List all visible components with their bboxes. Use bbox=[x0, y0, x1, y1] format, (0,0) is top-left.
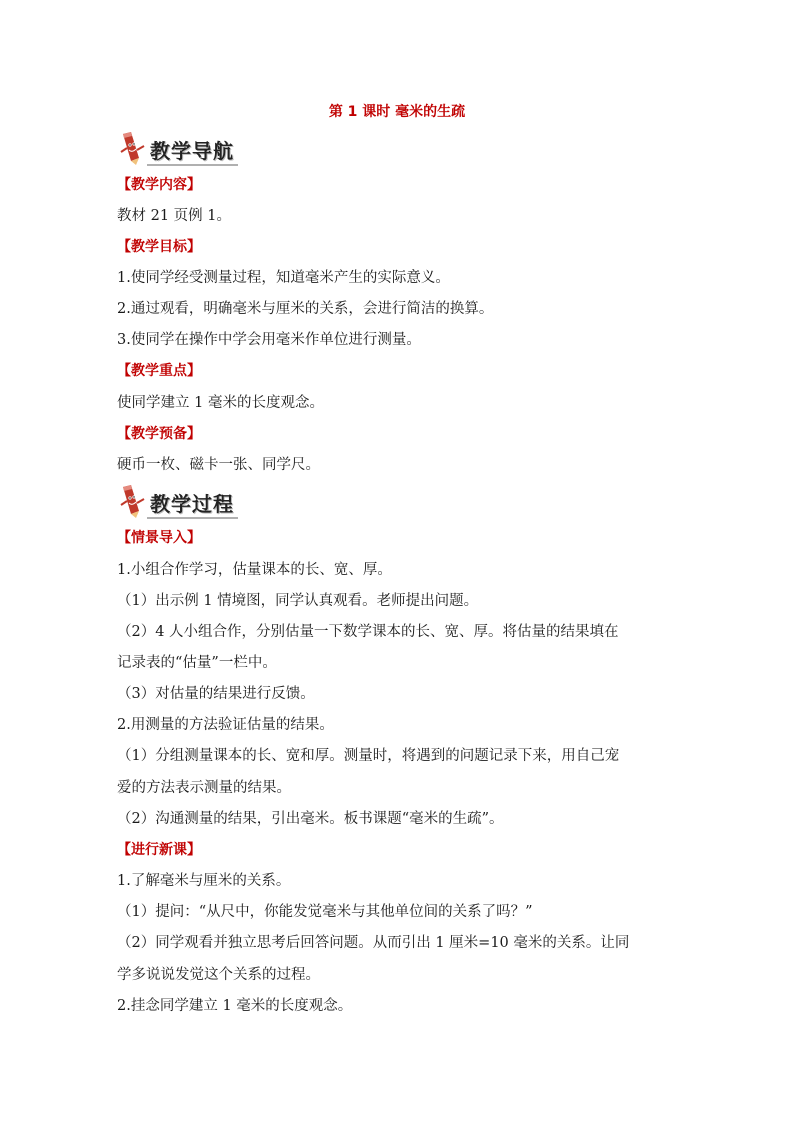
text-line: 1.使同学经受测量过程，知道毫米产生的实际意义。 bbox=[117, 270, 450, 286]
text-line: 硬币一枚、磁卡一张、同学尺。 bbox=[117, 457, 320, 473]
text-line: 学多说说发觉这个关系的过程。 bbox=[117, 967, 320, 983]
label-intro: 【情景导入】 bbox=[117, 530, 201, 546]
text-line: 3.使同学在操作中学会用毫米作单位进行测量。 bbox=[117, 332, 421, 348]
label-content: 【教学内容】 bbox=[117, 177, 201, 193]
text-line: （1）提问：“从尺中，你能发觉毫米与其他单位间的关系了吗？” bbox=[117, 904, 533, 920]
label-prep: 【教学预备】 bbox=[117, 426, 201, 442]
text-line: 2.用测量的方法验证估量的结果。 bbox=[117, 717, 334, 733]
text-line: 2.通过观看，明确毫米与厘米的关系，会进行简洁的换算。 bbox=[117, 301, 494, 317]
text-line: 使同学建立 1 毫米的长度观念。 bbox=[117, 395, 324, 411]
section-nav-heading bbox=[117, 130, 234, 166]
label-key: 【教学重点】 bbox=[117, 363, 201, 379]
text-line: （1）分组测量课本的长、宽和厚。测量时，将遇到的问题记录下来，用自己宠 bbox=[117, 748, 620, 764]
text-line: （1）出示例 1 情境图，同学认真观看。老师提出问题。 bbox=[117, 593, 479, 609]
text-line: 1.了解毫米与厘米的关系。 bbox=[117, 873, 291, 889]
page-title: 第 1 课时 毫米的生疏 bbox=[328, 104, 466, 120]
text-line: 爱的方法表示测量的结果。 bbox=[117, 780, 291, 796]
pencil-icon bbox=[117, 483, 147, 519]
pencil-icon bbox=[117, 130, 147, 166]
text-line: 记录表的“估量”一栏中。 bbox=[117, 655, 277, 671]
text-line: （2）同学观看并独立思考后回答问题。从而引出 1 厘米=10 毫米的关系。让同 bbox=[117, 935, 630, 951]
heading-underline bbox=[147, 517, 238, 519]
text-line: 教材 21 页例 1。 bbox=[117, 208, 232, 224]
label-goals: 【教学目标】 bbox=[117, 239, 201, 255]
label-newlesson: 【进行新课】 bbox=[117, 842, 201, 858]
text-line: 1.小组合作学习，估量课本的长、宽、厚。 bbox=[117, 562, 392, 578]
text-line: 2.挂念同学建立 1 毫米的长度观念。 bbox=[117, 998, 353, 1014]
section-heading: 教学过程 bbox=[150, 492, 234, 516]
section-heading: 教学导航 bbox=[150, 139, 234, 163]
heading-underline bbox=[147, 164, 238, 166]
text-line: （2）沟通测量的结果，引出毫米。板书课题“毫米的生疏”。 bbox=[117, 811, 504, 827]
text-line: （2）4 人小组合作，分别估量一下数学课本的长、宽、厚。将估量的结果填在 bbox=[117, 624, 619, 640]
section-process-heading bbox=[117, 483, 234, 519]
text-line: （3）对估量的结果进行反馈。 bbox=[117, 686, 315, 702]
